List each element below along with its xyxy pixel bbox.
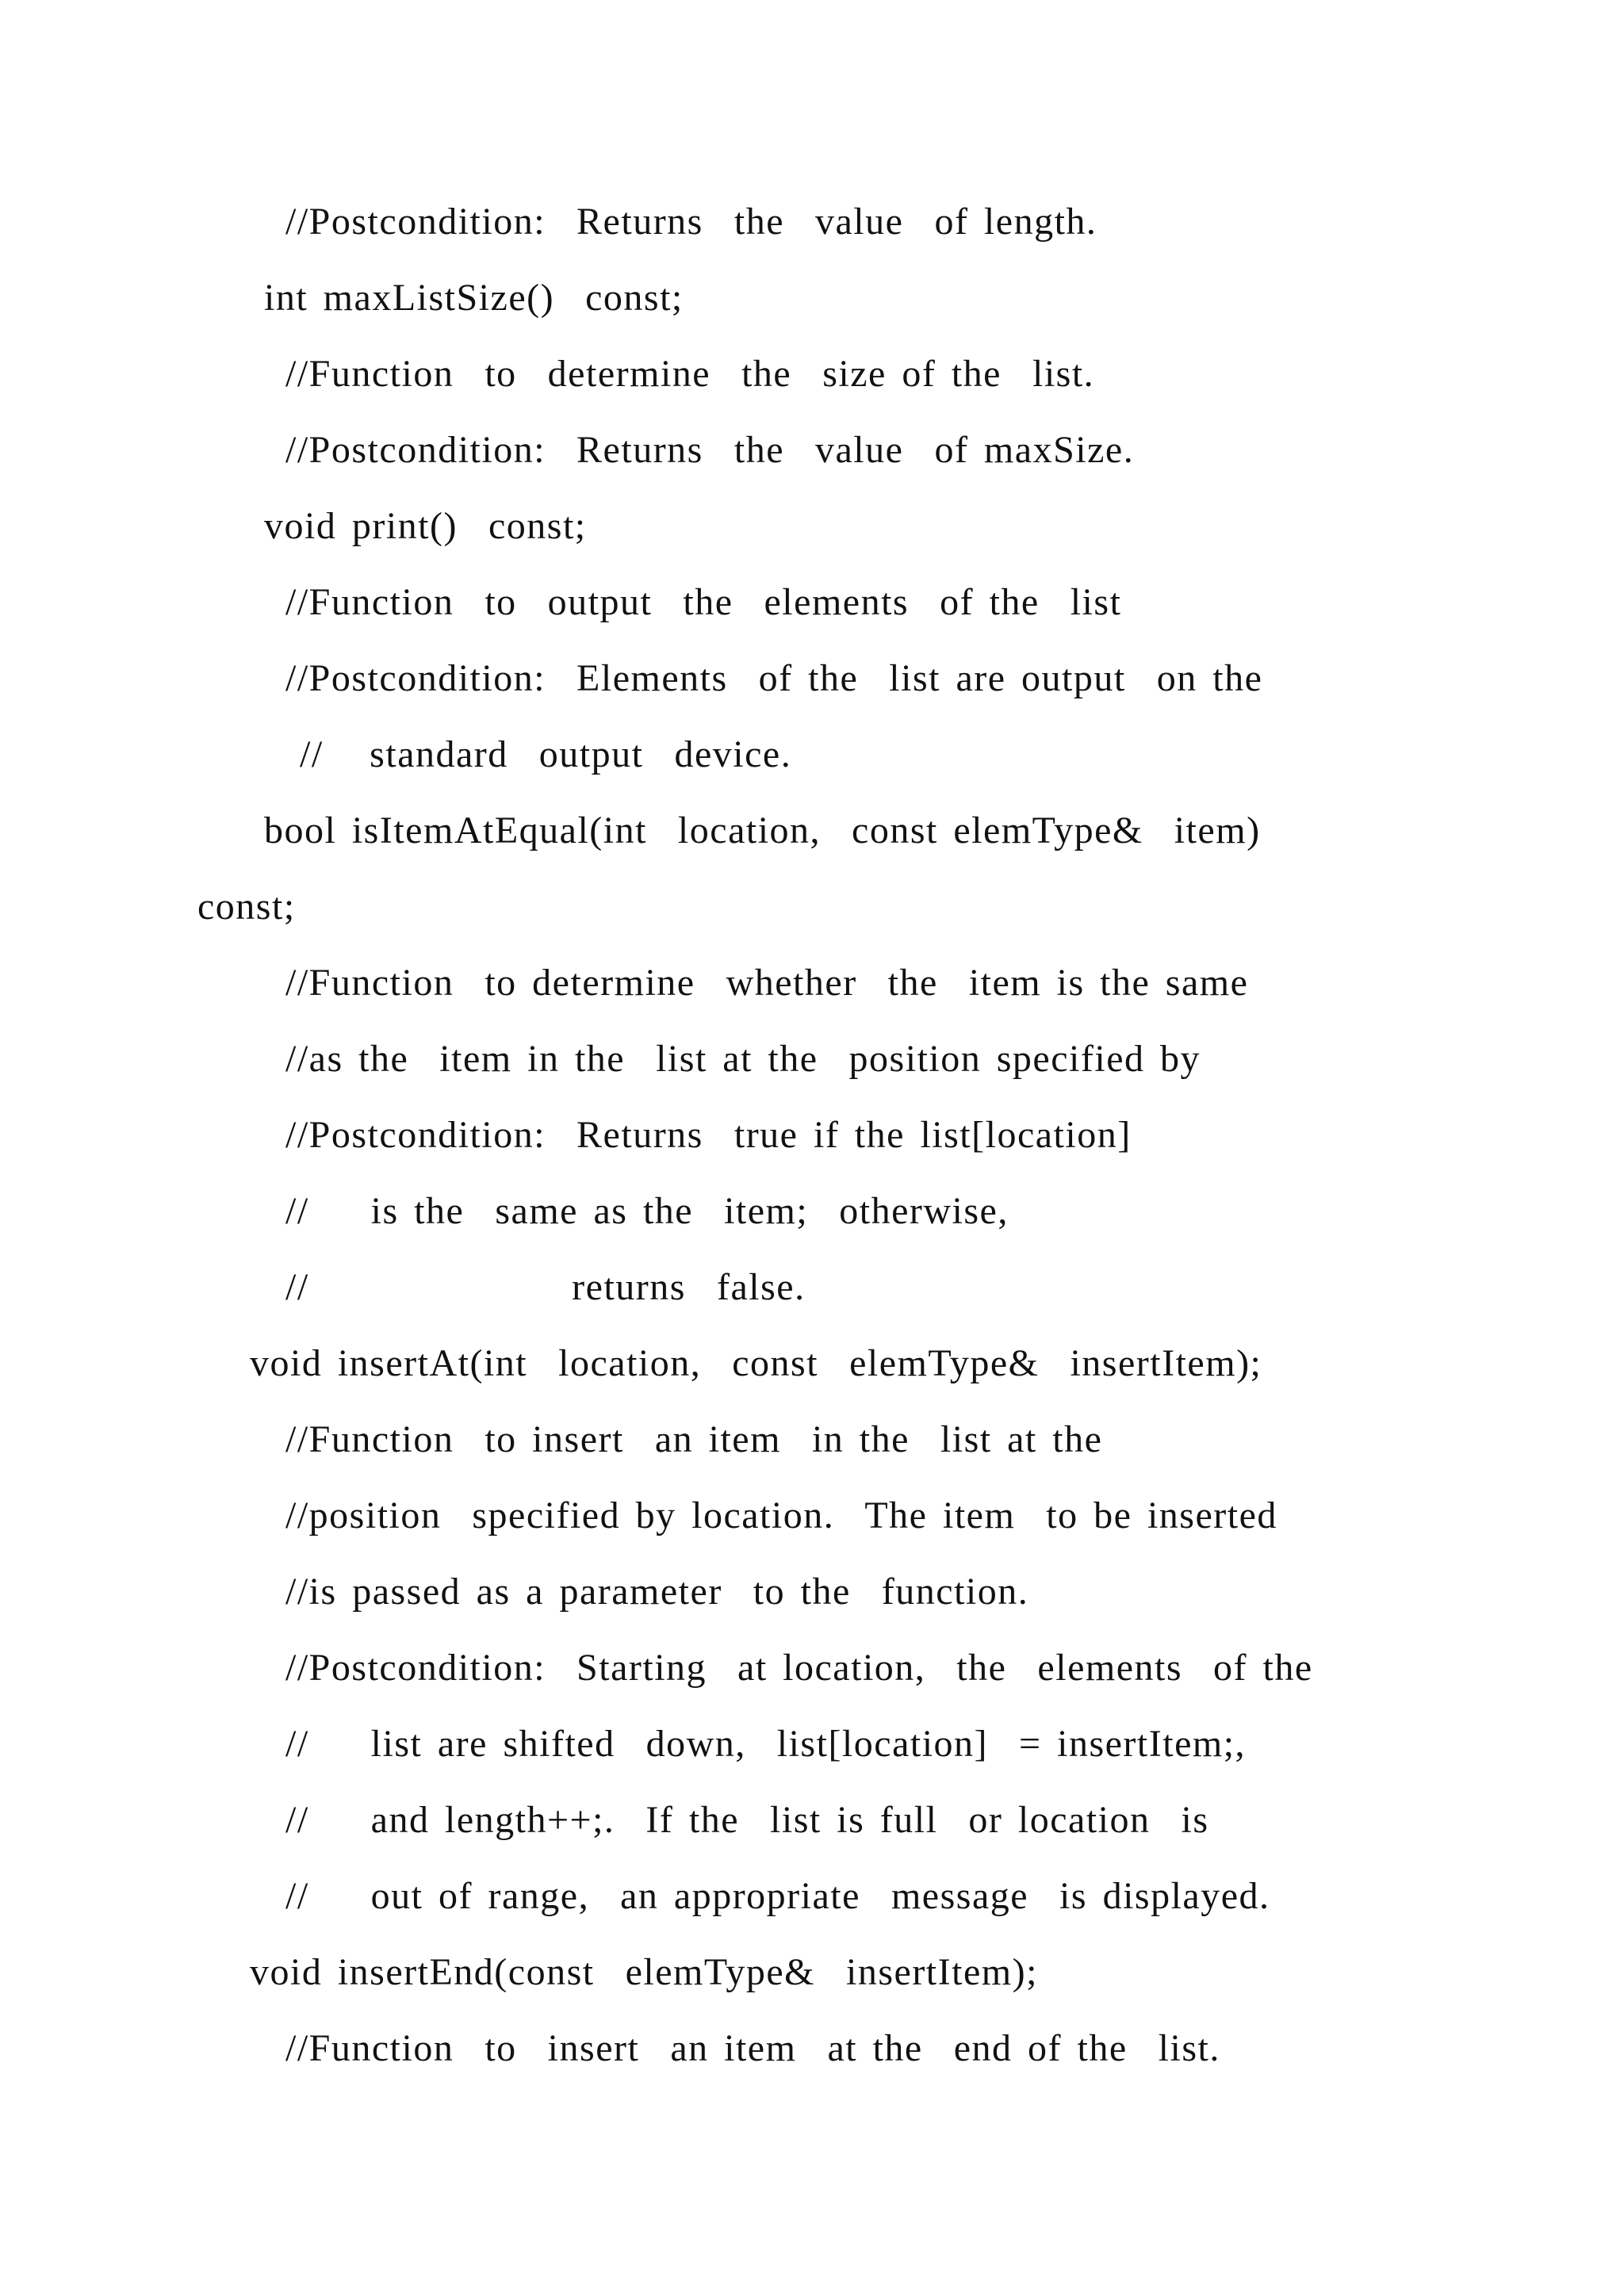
code-line-25: //Function to insert an item at the end of the list.	[285, 2027, 1220, 2069]
code-line-2: int maxListSize() const;	[264, 277, 684, 319]
code-line-3: //Function to determine the size of the list.	[285, 353, 1095, 395]
code-line-9: bool isItemAtEqual(int location, const elemType& item)	[264, 809, 1261, 851]
code-line-23: // out of range, an appropriate message is displayed.	[285, 1875, 1270, 1917]
code-line-1: //Postcondition: Returns the value of length.	[285, 201, 1097, 243]
code-line-4: //Postcondition: Returns the value of maxSize.	[285, 429, 1135, 471]
code-line-13: //Postcondition: Returns true if the list[location]	[285, 1114, 1132, 1156]
code-line-17: //Function to insert an item in the list at the	[285, 1418, 1103, 1460]
code-line-22: // and length++;. If the list is full or location is	[285, 1799, 1209, 1841]
code-line-18: //position specified by location. The item to be inserted	[285, 1494, 1277, 1536]
code-line-16: void insertAt(int location, const elemType& insertItem);	[250, 1342, 1262, 1384]
code-line-11: //Function to determine whether the item is the same	[285, 962, 1249, 1004]
code-line-10: const;	[197, 886, 296, 928]
code-line-20: //Postcondition: Starting at location, the elements of the	[285, 1647, 1313, 1689]
code-line-7: //Postcondition: Elements of the list are output on the	[285, 657, 1263, 699]
code-line-21: // list are shifted down, list[location] = insertItem;,	[285, 1723, 1247, 1765]
code-line-12: //as the item in the list at the position specified by	[285, 1038, 1201, 1080]
code-line-19: //is passed as a parameter to the function.	[285, 1571, 1029, 1613]
code-line-14: // is the same as the item; otherwise,	[285, 1190, 1009, 1232]
code-line-15: // returns false.	[285, 1266, 806, 1308]
code-line-6: //Function to output the elements of the list	[285, 581, 1122, 623]
code-line-8: // standard output device.	[300, 733, 792, 775]
code-line-5: void print() const;	[264, 505, 587, 547]
code-line-24: void insertEnd(const elemType& insertItem);	[250, 1951, 1038, 1993]
